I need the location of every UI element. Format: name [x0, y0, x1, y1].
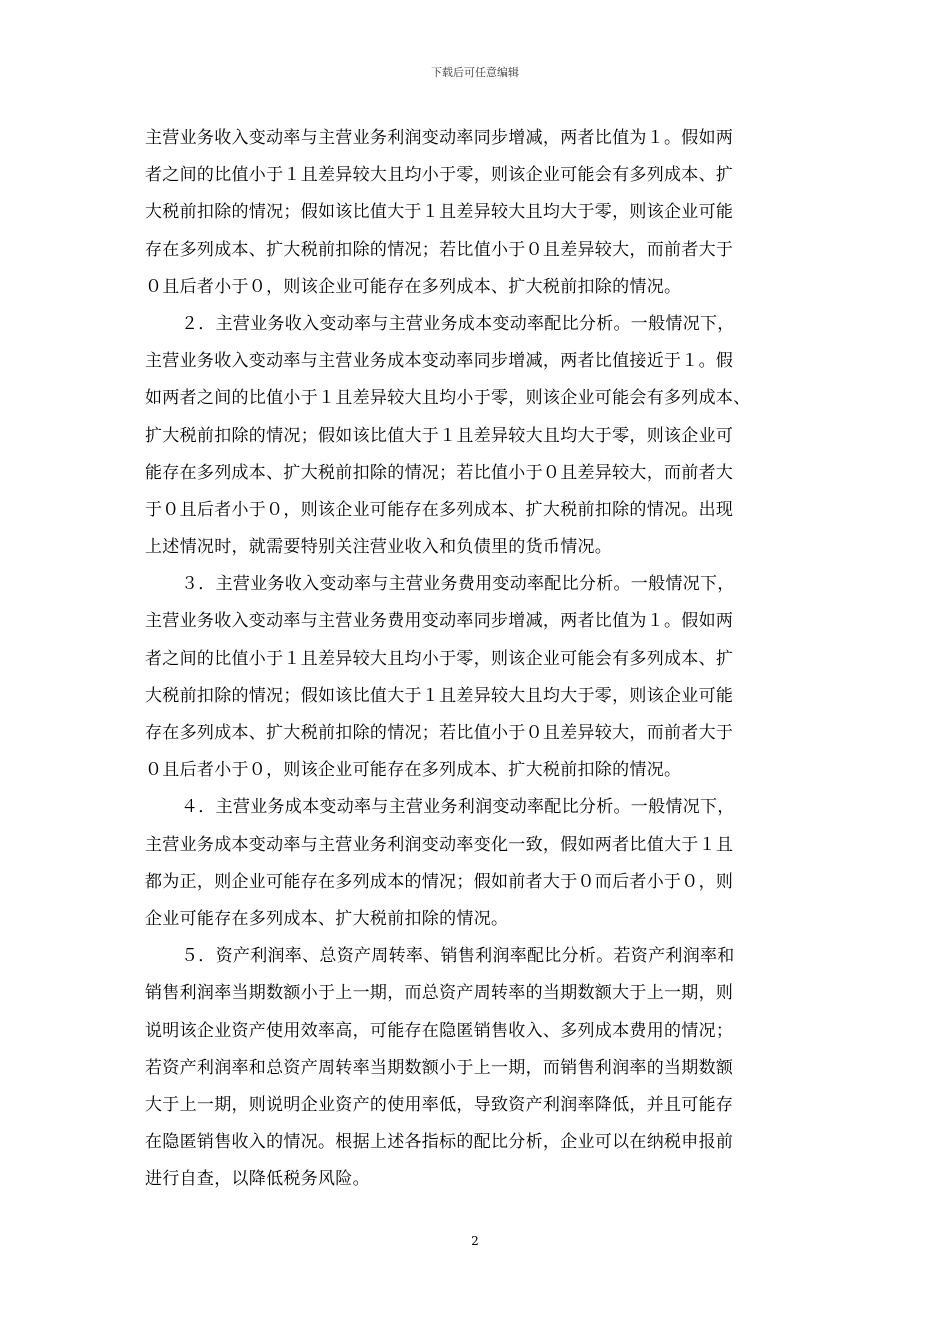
text-line: 大于上一期，则说明企业资产的使用率低，导致资产利润率降低，并且可能存	[145, 1094, 734, 1115]
text-line: 如两者之间的比值小于１且差异较大且均小于零，则该企业可能会有多列成本、	[145, 388, 751, 409]
document-body	[145, 120, 810, 1198]
text-line: 说明该企业资产使用效率高，可能存在隐匿销售收入、多列成本费用的情况；	[145, 1020, 734, 1041]
text-line: 都为正，则企业可能存在多列成本的情况；假如前者大于０而后者小于０，则	[145, 871, 734, 892]
text-line: ０且后者小于０，则该企业可能存在多列成本、扩大税前扣除的情况。	[145, 760, 682, 781]
text-line: 扩大税前扣除的情况；假如该比值大于１且差异较大且均大于零，则该企业可	[145, 425, 734, 446]
text-line: 上述情况时，就需要特别关注营业收入和负债里的货币情况。	[145, 537, 613, 558]
text-line: 存在多列成本、扩大税前扣除的情况；若比值小于０且差异较大，而前者大于	[145, 239, 734, 260]
text-line: 主营业务收入变动率与主营业务利润变动率同步增减，两者比值为１。假如两	[145, 128, 734, 148]
page-number: 2	[471, 1234, 479, 1248]
page-header: 下载后可任意编辑	[431, 66, 519, 79]
text-line: 若资产利润率和总资产周转率当期数额小于上一期，而销售利润率的当期数额	[145, 1057, 734, 1078]
text-line: 大税前扣除的情况；假如该比值大于１且差异较大且均大于零，则该企业可能	[145, 202, 734, 223]
text-line: 存在多列成本、扩大税前扣除的情况；若比值小于０且差异较大，而前者大于	[145, 723, 734, 743]
text-line: ５．资产利润率、总资产周转率、销售利润率配比分析。若资产利润率和	[181, 946, 735, 967]
text-line: 企业可能存在多列成本、扩大税前扣除的情况。	[145, 908, 509, 929]
text-line: ３．主营业务收入变动率与主营业务费用变动率配比分析。一般情况下，	[181, 574, 735, 595]
text-line: 能存在多列成本、扩大税前扣除的情况；若比值小于０且差异较大，而前者大	[145, 462, 734, 483]
text-line: 进行自查，以降低税务风险。	[145, 1169, 370, 1190]
text-line: 主营业务成本变动率与主营业务利润变动率变化一致，假如两者比值大于１且	[145, 834, 734, 855]
text-line: 在隐匿销售收入的情况。根据上述各指标的配比分析，企业可以在纳税申报前	[145, 1132, 734, 1153]
text-line: ０且后者小于０，则该企业可能存在多列成本、扩大税前扣除的情况。	[145, 276, 682, 297]
text-line: 主营业务收入变动率与主营业务费用变动率同步增减，两者比值为１。假如两	[145, 611, 734, 632]
text-line: 于０且后者小于０，则该企业可能存在多列成本、扩大税前扣除的情况。出现	[145, 499, 734, 520]
text-line: ４．主营业务成本变动率与主营业务利润变动率配比分析。一般情况下，	[181, 797, 735, 818]
text-line: 者之间的比值小于１且差异较大且均小于零，则该企业可能会有多列成本、扩	[145, 648, 734, 669]
text-line: 销售利润率当期数额小于上一期，而总资产周转率的当期数额大于上一期，则	[145, 983, 734, 1004]
text-line: ２．主营业务收入变动率与主营业务成本变动率配比分析。一般情况下，	[181, 313, 735, 334]
text-line: 大税前扣除的情况；假如该比值大于１且差异较大且均大于零，则该企业可能	[145, 685, 734, 706]
text-line: 主营业务收入变动率与主营业务成本变动率同步增减，两者比值接近于１。假	[145, 351, 734, 372]
text-line: 者之间的比值小于１且差异较大且均小于零，则该企业可能会有多列成本、扩	[145, 165, 734, 186]
